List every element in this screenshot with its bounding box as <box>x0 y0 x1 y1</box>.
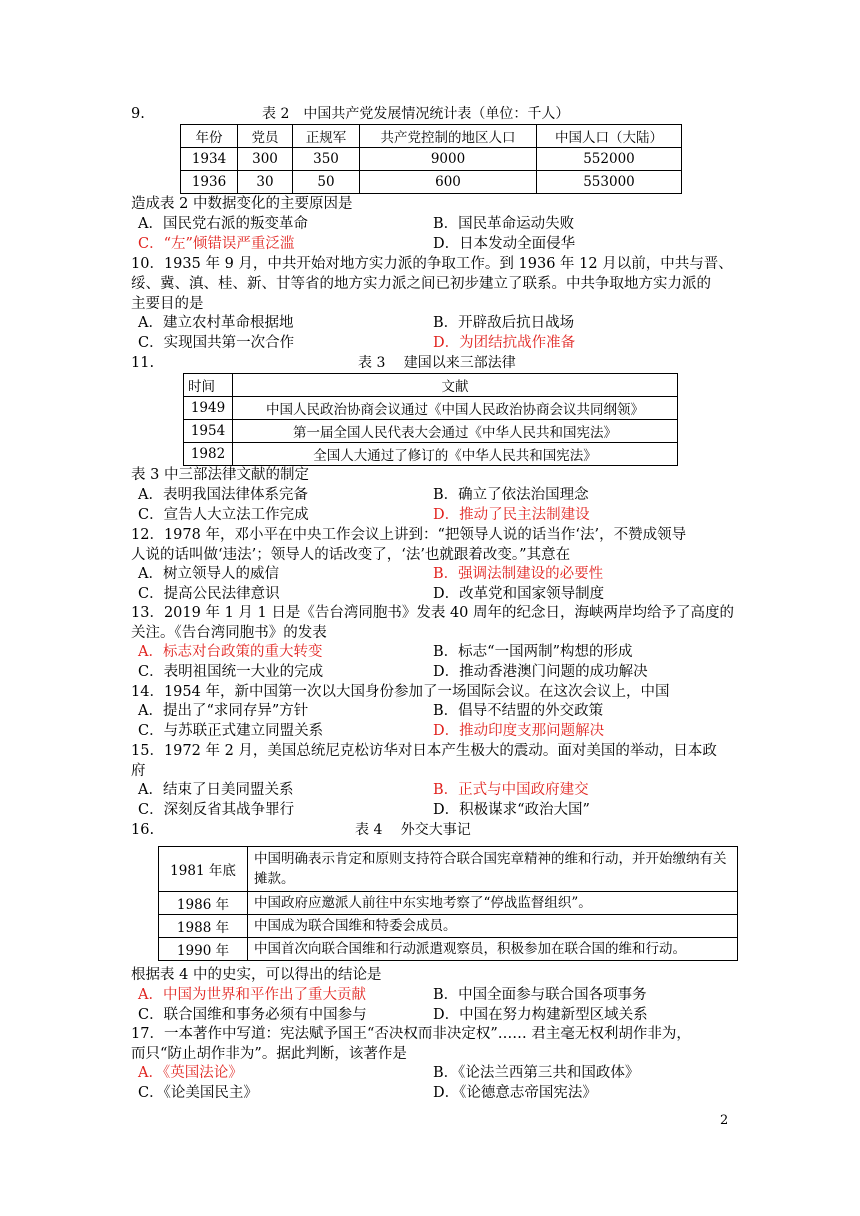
table-row <box>181 125 682 148</box>
option-b: B．确立了依法治国理念 <box>433 487 589 503</box>
table-cell: 300 <box>238 148 293 171</box>
question-stem: 主要目的是 <box>131 296 204 312</box>
option-c: C．与苏联正式建立同盟关系 <box>138 723 324 739</box>
table-cell: 1936 <box>181 171 238 194</box>
table-row <box>184 397 678 420</box>
table-cell: 9000 <box>360 148 537 171</box>
table-2 <box>180 124 682 194</box>
option-c: C．提高公民法律意识 <box>138 586 280 602</box>
table-cell: 600 <box>360 171 537 194</box>
table-cell: 1990 年 <box>159 938 248 961</box>
table-header-cell: 文献 <box>233 374 678 397</box>
table-cell: 50 <box>293 171 360 194</box>
option-a: A．树立领导人的威信 <box>138 566 279 582</box>
option-c-answer: C．“左”倾错误严重泛滥 <box>138 236 295 252</box>
option-a-answer: A．中国为世界和平作出了重大贡献 <box>138 987 366 1003</box>
option-d: D．推动香港澳门问题的成功解决 <box>433 664 648 680</box>
option-c: C．深刻反省其战争罪行 <box>138 802 295 818</box>
question-stem: 关注。《告台湾同胞书》的发表 <box>131 625 327 641</box>
question-stem: 15．1972 年 2 月，美国总统尼克松访华对日本产生极大的震动。面对美国的举动，日本政 <box>131 743 717 759</box>
table-3-caption: 表 3 建国以来三部法律 <box>358 355 516 371</box>
option-c: C．实现国共第一次合作 <box>138 335 295 351</box>
option-b: B．开辟敌后抗日战场 <box>433 315 575 331</box>
question-stem: 府 <box>131 763 146 779</box>
table-header-cell: 共产党控制的地区人口 <box>360 125 537 148</box>
table-cell: 第一届全国人民代表大会通过《中华人民共和国宪法》 <box>233 420 678 443</box>
option-c: C．表明祖国统一大业的完成 <box>138 664 324 680</box>
table-row <box>184 420 678 443</box>
table-cell: 1954 <box>184 420 233 443</box>
table-row <box>184 443 678 466</box>
table-header-cell: 正规军 <box>293 125 360 148</box>
question-stem: 12．1978 年，邓小平在中央工作会议上讲到：“把领导人说的话当作‘法’，不赞成领导 <box>131 527 687 543</box>
option-d-answer: D．为团结抗战作准备 <box>433 335 576 351</box>
question-stem: 14．1954 年，新中国第一次以大国身份参加了一场国际会议。在这次会议上，中国 <box>131 684 670 700</box>
table-cell: 552000 <box>537 148 682 171</box>
table-cell: 全国人大通过了修订的《中华人民共和国宪法》 <box>233 443 678 466</box>
table-cell: 1982 <box>184 443 233 466</box>
table-header-cell: 年份 <box>181 125 238 148</box>
table-cell: 1934 <box>181 148 238 171</box>
question-number-11: 11. <box>131 355 155 371</box>
option-a: A．国民党右派的叛变革命 <box>138 216 308 232</box>
table-header-cell: 中国人口（大陆） <box>537 125 682 148</box>
question-stem: 10．1935 年 9 月，中共开始对地方实力派的争取工作。到 1936 年 12 月以前，中共与晋、 <box>131 256 733 272</box>
option-b-answer: B．正式与中国政府建交 <box>433 782 589 798</box>
option-a: A．表明我国法律体系完备 <box>138 487 308 503</box>
option-d: D．积极谋求“政治大国” <box>433 802 590 818</box>
option-b-answer: B．强调法制建设的必要性 <box>433 566 604 582</box>
page-number: 2 <box>720 1113 729 1128</box>
question-number-9: 9. <box>131 106 145 122</box>
question-stem: 17．一本著作中写道：宪法赋予国王“否决权而非决定权”…… 君主毫无权利胡作非为， <box>131 1026 691 1042</box>
table-cell: 1988 年 <box>159 915 248 938</box>
table-cell: 中国明确表示肯定和原则支持符合联合国宪章精神的维和行动，并开始缴纳有关摊款。 <box>248 847 738 892</box>
option-d-answer: D．推动印度支那问题解决 <box>433 723 605 739</box>
question-stem: 表 3 中三部法律文献的制定 <box>131 467 309 483</box>
option-c: C．联合国维和事务必须有中国参与 <box>138 1007 367 1023</box>
option-d: D．改革党和国家领导制度 <box>433 586 605 602</box>
table-cell: 1986 年 <box>159 892 248 915</box>
option-d: D．《论德意志帝国宪法》 <box>433 1085 597 1101</box>
option-a-answer: A．标志对台政策的重大转变 <box>138 644 323 660</box>
question-stem: 13．2019 年 1 月 1 日是《告台湾同胞书》发表 40 周年的纪念日，海峡两岸均给予了高度的 <box>131 605 735 621</box>
table-cell: 中国人民政治协商会议通过《中国人民政治协商会议共同纲领》 <box>233 397 678 420</box>
question-stem: 根据表 4 中的史实，可以得出的结论是 <box>131 967 382 983</box>
table-4-caption: 表 4 外交大事记 <box>355 822 471 838</box>
table-3 <box>183 373 678 466</box>
option-a: A．建立农村革命根据地 <box>138 315 294 331</box>
question-stem: 而只“防止胡作非为”。据此判断，该著作是 <box>131 1046 407 1062</box>
question-stem: 造成表 2 中数据变化的主要原因是 <box>131 196 353 212</box>
option-b: B．《论法兰西第三共和国政体》 <box>433 1065 640 1081</box>
option-b: B．倡导不结盟的外交政策 <box>433 703 604 719</box>
option-d-answer: D．推动了民主法制建设 <box>433 507 590 523</box>
option-b: B．中国全面参与联合国各项事务 <box>433 987 647 1003</box>
table-cell: 1949 <box>184 397 233 420</box>
table-cell: 中国政府应邀派人前往中东实地考察了“停战监督组织”。 <box>248 892 738 915</box>
table-cell: 350 <box>293 148 360 171</box>
table-row <box>181 148 682 171</box>
table-row <box>181 171 682 194</box>
option-b: B．标志“一国两制”构想的形成 <box>433 644 633 660</box>
table-4 <box>158 846 738 961</box>
table-row <box>159 892 738 915</box>
option-a-answer: A．《英国法论》 <box>138 1065 243 1081</box>
table-cell: 1981 年底 <box>159 847 248 892</box>
table-row <box>159 938 738 961</box>
table-header-cell: 党员 <box>238 125 293 148</box>
question-stem: 人说的话叫做‘违法’；领导人的话改变了，‘法’也就跟着改变。”其意在 <box>131 547 571 563</box>
table-cell: 30 <box>238 171 293 194</box>
table-header-cell: 时间 <box>184 374 233 397</box>
option-c: C．宣告人大立法工作完成 <box>138 507 309 523</box>
option-a: A．提出了“求同存异”方针 <box>138 703 309 719</box>
option-a: A．结束了日美同盟关系 <box>138 782 294 798</box>
question-stem: 绥、冀、滇、桂、新、甘等省的地方实力派之间已初步建立了联系。中共争取地方实力派的 <box>131 276 711 292</box>
option-d: D．中国在努力构建新型区域关系 <box>433 1007 648 1023</box>
table-row <box>159 915 738 938</box>
table-row <box>184 374 678 397</box>
question-number-16: 16. <box>131 822 155 838</box>
table-cell: 553000 <box>537 171 682 194</box>
option-b: B．国民革命运动失败 <box>433 216 575 232</box>
table-cell: 中国首次向联合国维和行动派遣观察员，积极参加在联合国的维和行动。 <box>248 938 738 961</box>
table-cell: 中国成为联合国维和特委会成员。 <box>248 915 738 938</box>
table-row <box>159 847 738 892</box>
option-c: C．《论美国民主》 <box>138 1085 258 1101</box>
table-2-caption: 表 2 中国共产党发展情况统计表（单位：千人） <box>262 106 570 122</box>
option-d: D．日本发动全面侵华 <box>433 236 576 252</box>
